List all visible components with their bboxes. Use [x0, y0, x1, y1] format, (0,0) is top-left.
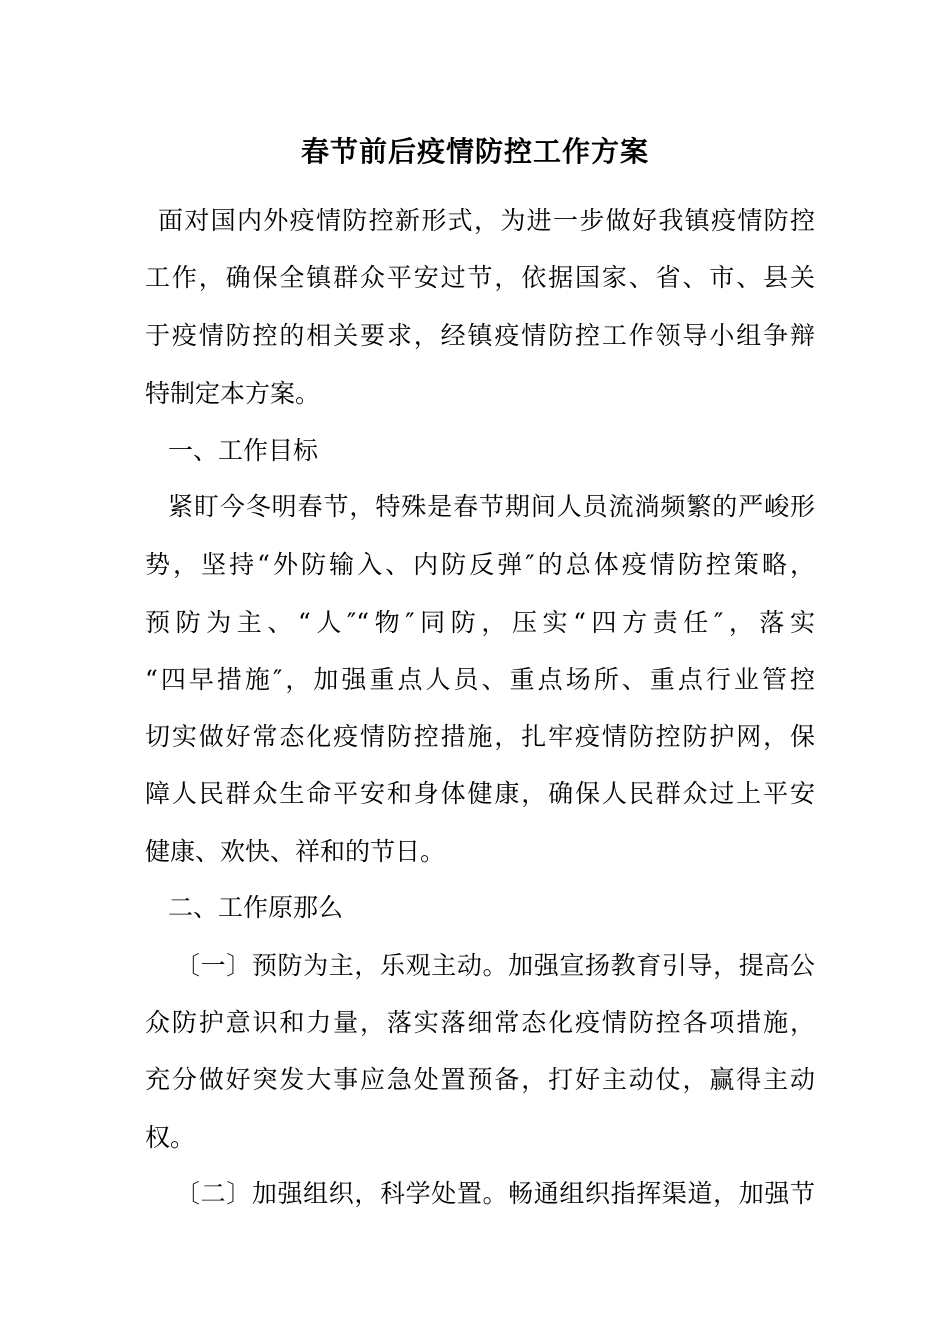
paragraph-line: 障人民群众生命平安和身体健康，确保人民群众过上平安 — [145, 779, 815, 808]
paragraph-line: 充分做好突发大事应急处置预备，打好主动仗，赢得主动 — [145, 1065, 815, 1094]
paragraph-line: 〔二〕加强组织，科学处置。畅通组织指挥渠道，加强节 — [175, 1179, 815, 1208]
section-heading: 二、工作原那么 — [168, 893, 344, 922]
paragraph-line: 特制定本方案。 — [145, 379, 321, 408]
paragraph-line: 紧盯今冬明春节，特殊是春节期间人员流淌频繁的严峻形 — [168, 492, 815, 521]
paragraph-line: “四早措施″，加强重点人员、重点场所、重点行业管控 — [145, 665, 815, 694]
paragraph-line: 众防护意识和力量，落实落细常态化疫情防控各项措施， — [145, 1008, 815, 1037]
paragraph-line: 预防为主、“人″“物″同防，压实“四方责任″，落实 — [145, 608, 815, 637]
document-title: 春节前后疫情防控工作方案 — [300, 135, 649, 168]
paragraph-line: 于疫情防控的相关要求，经镇疫情防控工作领导小组争辩 — [145, 321, 815, 350]
section-heading: 一、工作目标 — [168, 436, 319, 465]
paragraph-line: 切实做好常态化疫情防控措施，扎牢疫情防控防护网，保 — [145, 722, 815, 751]
paragraph-line: 健康、欢快、祥和的节日。 — [145, 837, 446, 866]
paragraph-line: 权。 — [145, 1123, 196, 1152]
paragraph-line: 〔一〕预防为主，乐观主动。加强宣扬教育引导，提高公 — [175, 951, 815, 980]
paragraph-line: 面对国内外疫情防控新形式，为进一步做好我镇疫情防控 — [158, 206, 815, 235]
paragraph-line: 工作，确保全镇群众平安过节，依据国家、省、市、县关 — [145, 263, 815, 292]
paragraph-line: 势，坚持“外防输入、内防反弹″的总体疫情防控策略， — [145, 550, 815, 579]
